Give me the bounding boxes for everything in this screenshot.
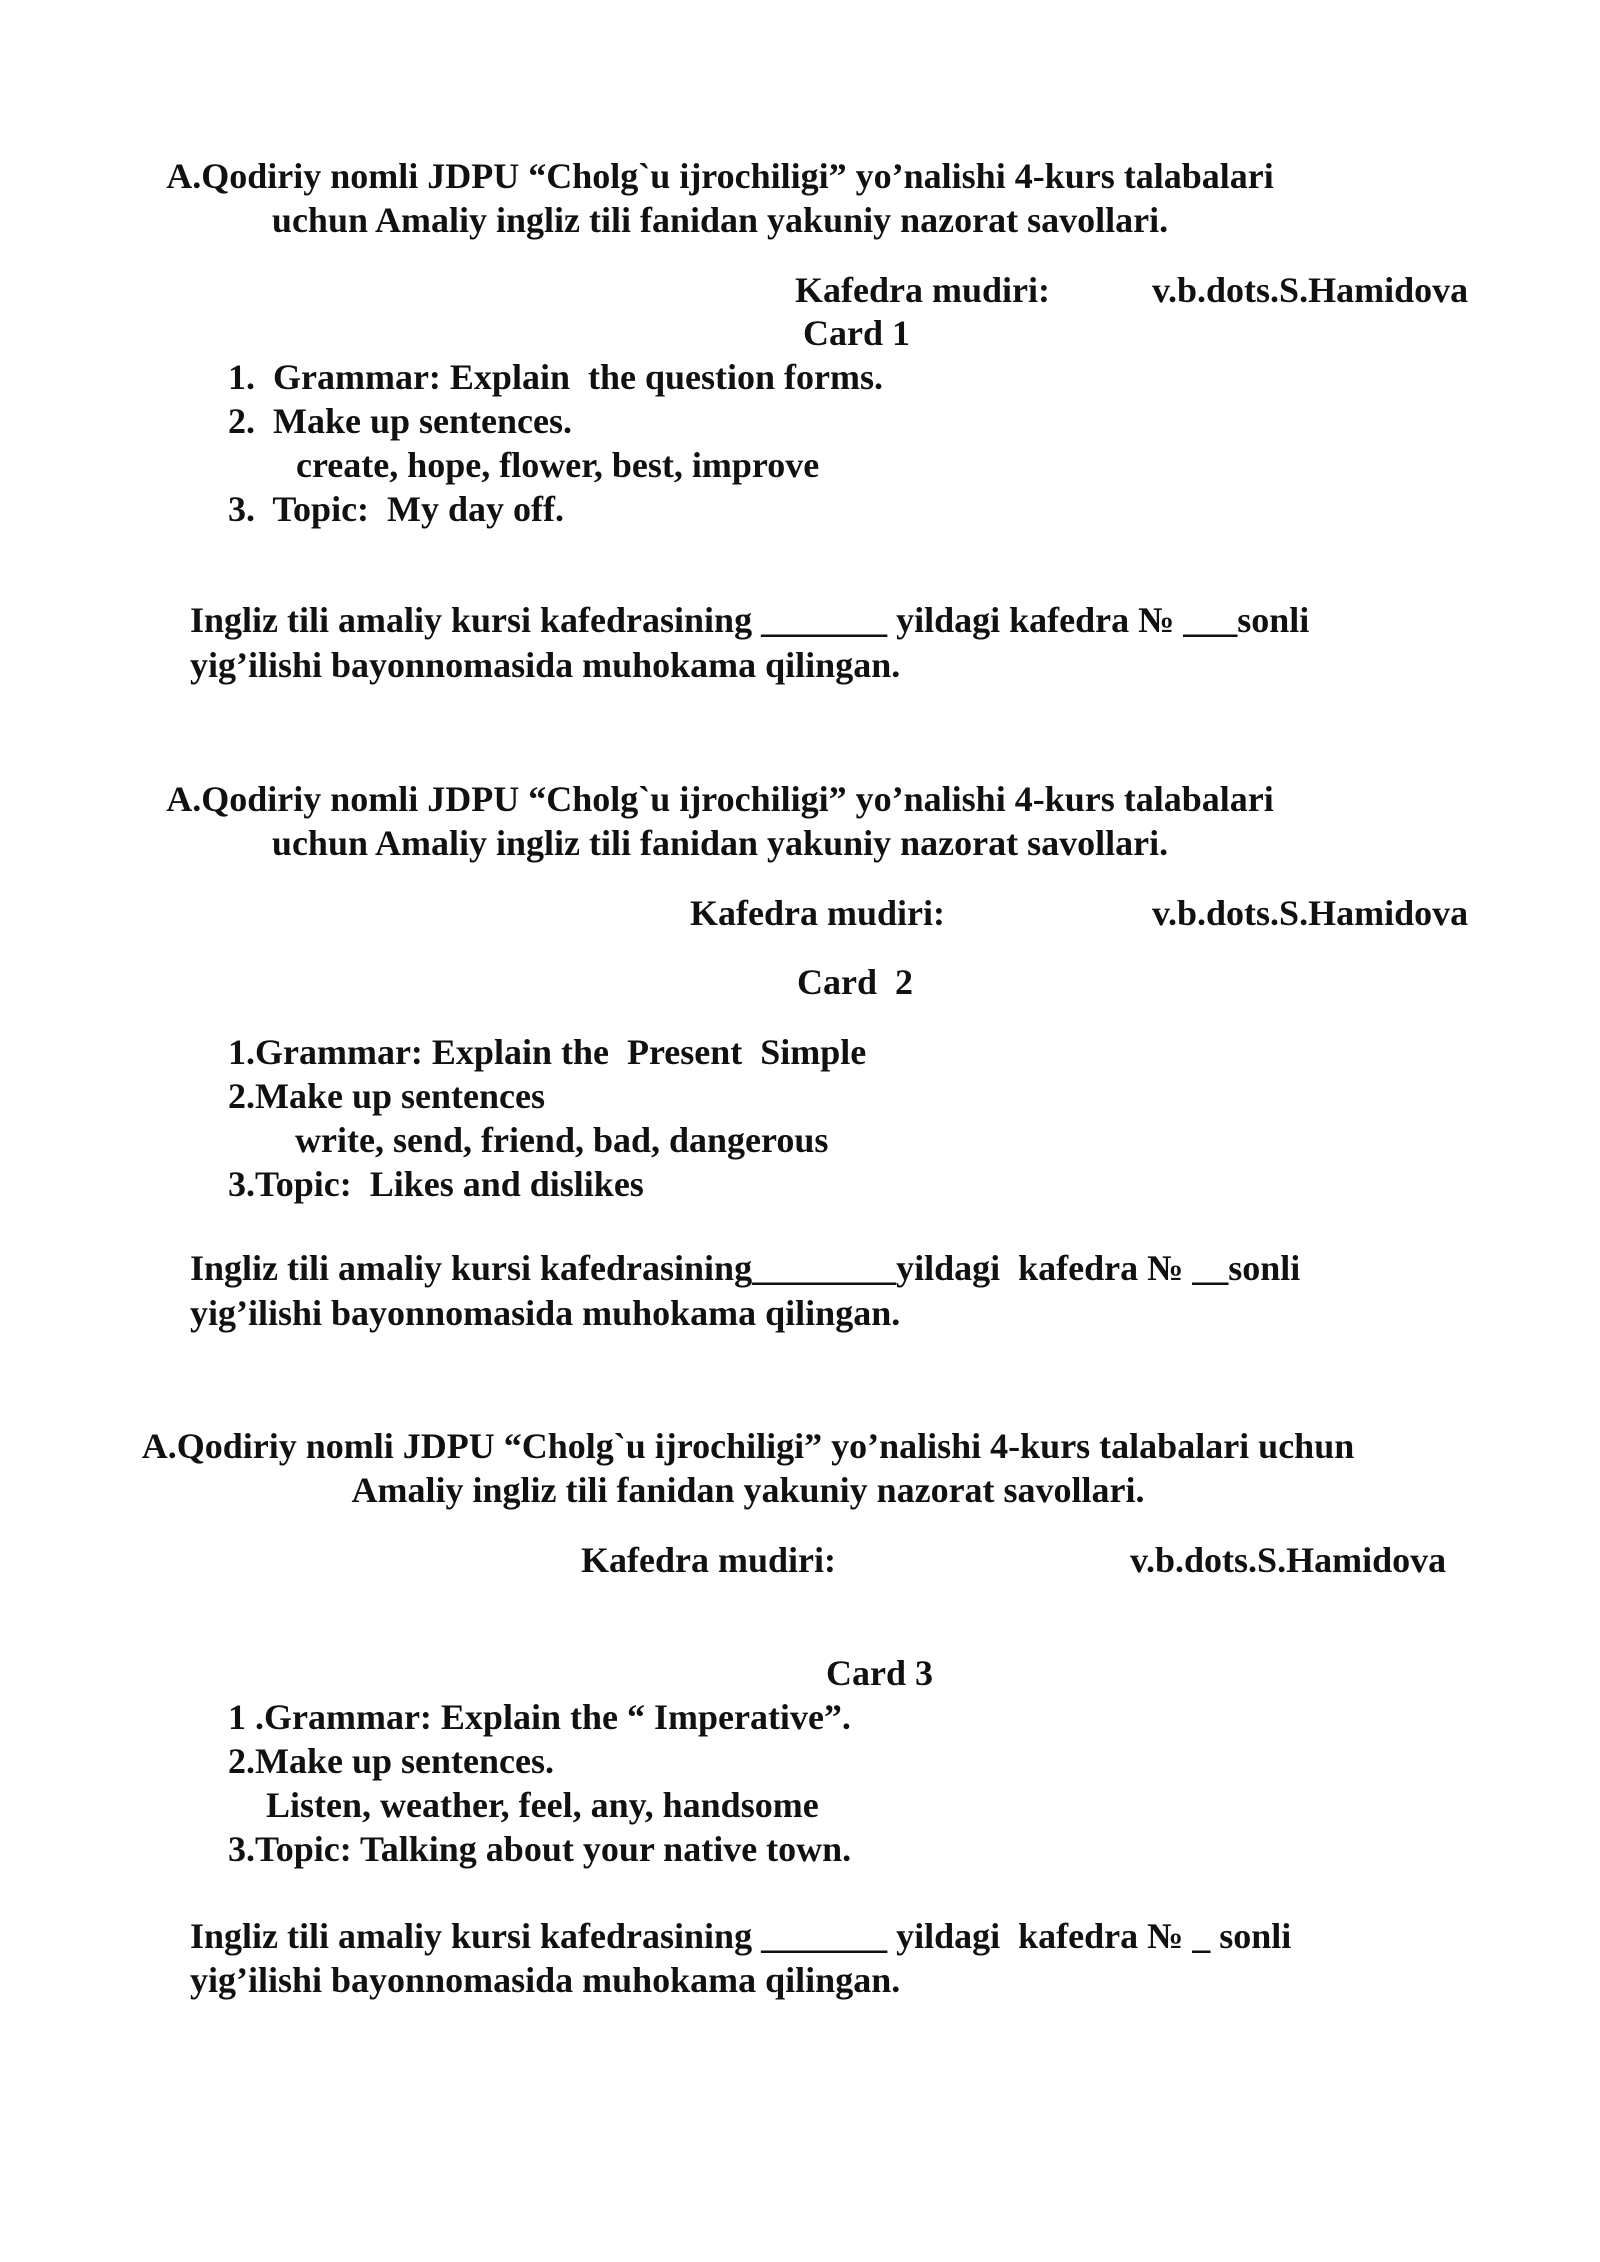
card-2-footer-line-2: yig’ilishi bayonnomasida muhokama qilingan. <box>190 1293 901 1333</box>
card-2-title: Card 2 <box>797 962 913 1002</box>
card-2-head-of-dept-label: Kafedra mudiri: <box>690 893 945 933</box>
card-2-footer-line-1: Ingliz tili amaliy kursi kafedrasining________yildagi kafedra № __sonli <box>190 1248 1301 1288</box>
card-1-title: Card 1 <box>803 313 910 353</box>
card-1-footer-line-2: yig’ilishi bayonnomasida muhokama qilingan. <box>190 645 901 685</box>
card-1-item-grammar: 1. Grammar: Explain the question forms. <box>228 357 883 397</box>
card-1-item-topic: 3. Topic: My day off. <box>228 489 565 529</box>
card-2-item-words: write, send, friend, bad, dangerous <box>295 1120 829 1160</box>
card-3-item-words: Listen, weather, feel, any, handsome <box>266 1785 819 1825</box>
card-3-footer-line-2: yig’ilishi bayonnomasida muhokama qilingan. <box>190 1960 901 2000</box>
card-1-head-of-dept-label: Kafedra mudiri: <box>795 270 1050 310</box>
card-1-header-line-2: uchun Amaliy ingliz tili fanidan yakuniy nazorat savollari. <box>271 200 1169 240</box>
card-1-item-sentences: 2. Make up sentences. <box>228 401 572 441</box>
card-2-header-line-2: uchun Amaliy ingliz tili fanidan yakuniy nazorat savollari. <box>271 823 1169 863</box>
card-3-footer-line-1: Ingliz tili amaliy kursi kafedrasining _______ yildagi kafedra № _ sonli <box>190 1916 1292 1956</box>
card-2-head-of-dept-name: v.b.dots.S.Hamidova <box>1152 893 1469 933</box>
card-1-item-words: create, hope, flower, best, improve <box>296 445 820 485</box>
card-2-item-grammar: 1.Grammar: Explain the Present Simple <box>228 1032 867 1072</box>
card-2-item-topic: 3.Topic: Likes and dislikes <box>228 1164 644 1204</box>
card-1-header-line-1: A.Qodiriy nomli JDPU “Cholg`u ijrochiligi” yo’nalishi 4-kurs talabalari <box>166 156 1274 196</box>
card-3-head-of-dept-name: v.b.dots.S.Hamidova <box>1130 1540 1447 1580</box>
card-3-title: Card 3 <box>826 1653 933 1693</box>
card-1-head-of-dept-name: v.b.dots.S.Hamidova <box>1152 270 1469 310</box>
card-3-head-of-dept-label: Kafedra mudiri: <box>581 1540 836 1580</box>
card-3-item-sentences: 2.Make up sentences. <box>228 1741 554 1781</box>
card-3-header-line-2: Amaliy ingliz tili fanidan yakuniy nazorat savollari. <box>351 1470 1145 1510</box>
card-2-header-line-1: A.Qodiriy nomli JDPU “Cholg`u ijrochiligi” yo’nalishi 4-kurs talabalari <box>166 779 1274 819</box>
card-3-item-grammar: 1 .Grammar: Explain the “ Imperative”. <box>228 1697 851 1737</box>
card-3-item-topic: 3.Topic: Talking about your native town. <box>228 1829 852 1869</box>
card-2-item-sentences: 2.Make up sentences <box>228 1076 545 1116</box>
card-1-footer-line-1: Ingliz tili amaliy kursi kafedrasining _______ yildagi kafedra № ___sonli <box>190 600 1310 640</box>
card-3-header-line-1: A.Qodiriy nomli JDPU “Cholg`u ijrochiligi” yo’nalishi 4-kurs talabalari uchun <box>141 1426 1355 1466</box>
